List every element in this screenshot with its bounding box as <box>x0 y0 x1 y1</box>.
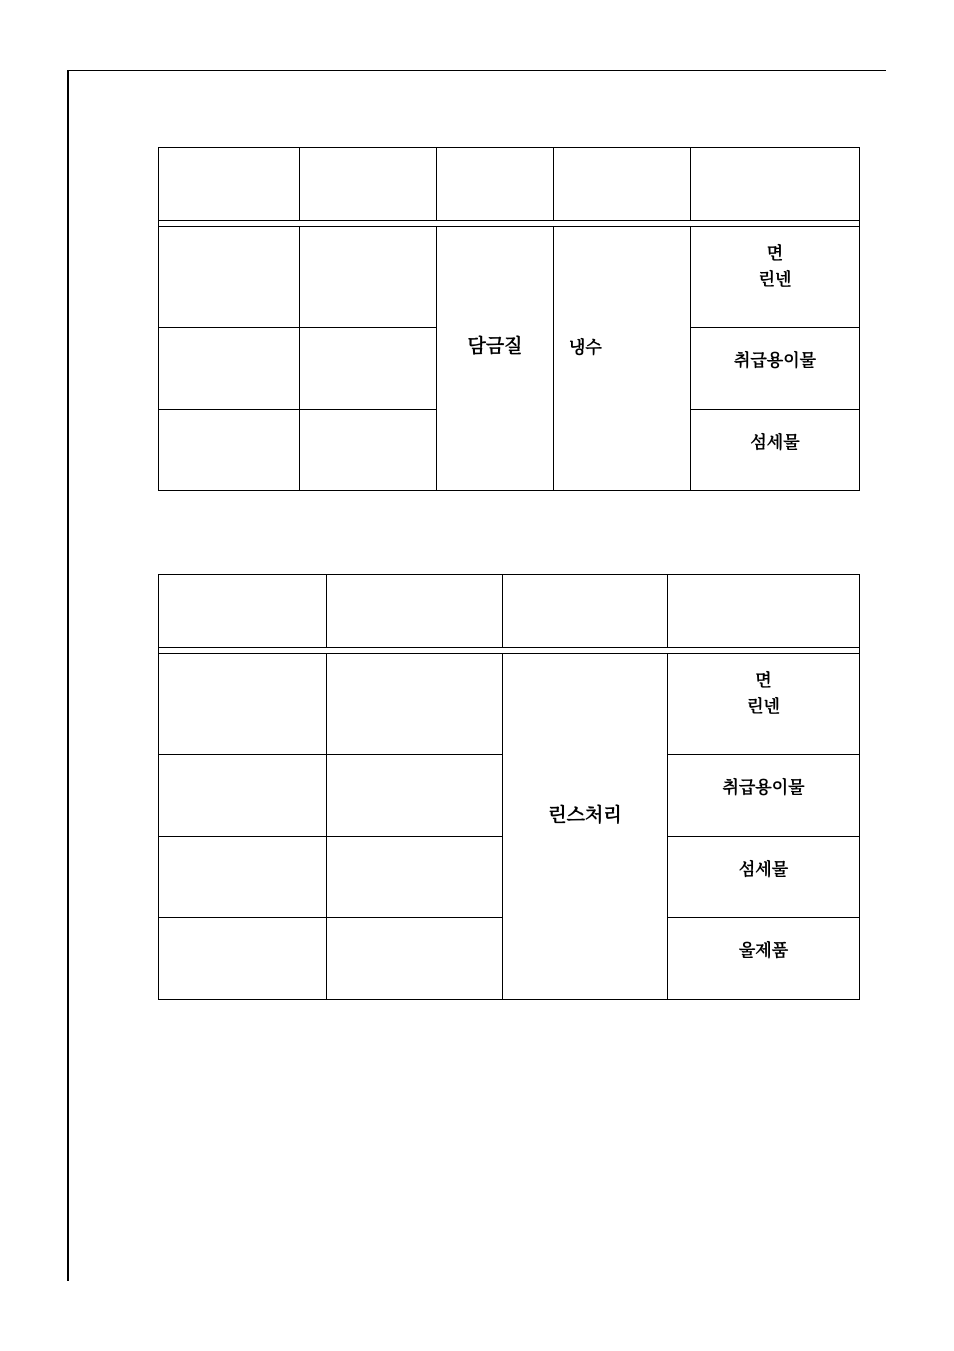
table-cell <box>327 755 503 837</box>
table-cell <box>327 918 503 999</box>
table-cell <box>159 755 327 837</box>
water-cell <box>554 227 691 490</box>
item-label-easy-care: 취급용이물 <box>722 778 805 798</box>
header-cell <box>503 575 668 648</box>
page-frame-top <box>68 70 886 71</box>
item-label-cotton-linen: 면 린넨 <box>758 244 792 290</box>
soak-table <box>158 147 860 491</box>
table-cell <box>327 837 503 918</box>
item-label-cotton-linen: 면 린넨 <box>747 671 780 717</box>
table-cell <box>300 410 437 490</box>
item-label-delicates: 섬세물 <box>738 860 789 880</box>
item-label-delicates: 섬세물 <box>750 433 800 453</box>
item-cell <box>691 227 859 328</box>
item-label-wool: 울제품 <box>738 941 789 961</box>
header-cell <box>668 575 859 648</box>
header-cell <box>159 575 327 648</box>
item-cell <box>668 837 859 918</box>
header-cell <box>327 575 503 648</box>
item-label-easy-care: 취급용이물 <box>733 351 817 371</box>
item-cell <box>691 410 859 490</box>
header-cell <box>554 148 691 221</box>
table-cell <box>300 227 437 328</box>
method-cell <box>503 654 668 999</box>
item-cell <box>668 918 859 999</box>
header-divider <box>159 647 859 648</box>
header-cell <box>437 148 554 221</box>
item-cell <box>668 755 859 837</box>
table-cell <box>159 410 300 490</box>
header-cell <box>691 148 859 221</box>
table-cell <box>300 328 437 410</box>
header-cell <box>300 148 437 221</box>
page-frame-left <box>67 70 69 1281</box>
table-cell <box>159 227 300 328</box>
table-cell <box>327 654 503 755</box>
item-cell <box>668 654 859 755</box>
table-cell <box>159 837 327 918</box>
table-cell <box>159 654 327 755</box>
water-type-label: 냉수 <box>569 338 602 358</box>
rinse-method-label: 린스처리 <box>548 804 622 826</box>
header-cell <box>159 148 300 221</box>
rinse-table <box>158 574 860 1000</box>
header-divider <box>159 220 859 221</box>
method-cell <box>437 227 554 490</box>
table-cell <box>159 918 327 999</box>
item-cell <box>691 328 859 410</box>
table-cell <box>159 328 300 410</box>
soak-method-label: 담금질 <box>467 335 523 357</box>
